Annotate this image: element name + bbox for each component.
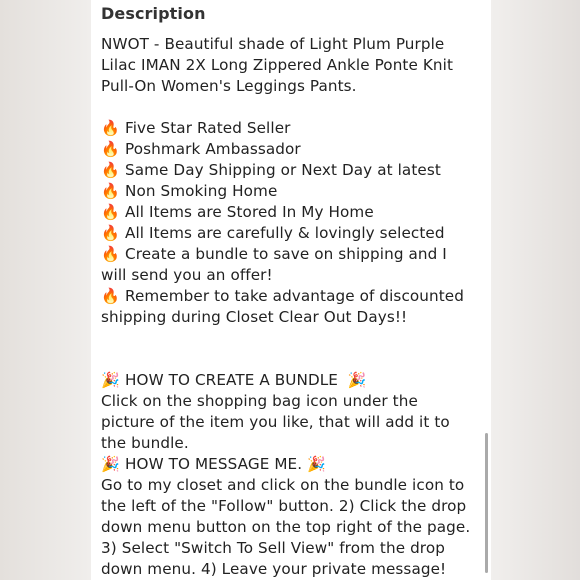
fire-icon: 🔥 bbox=[101, 224, 120, 242]
list-item-text: Create a bundle to save on shipping and I bbox=[125, 245, 447, 263]
message-text: down menu. 4) Leave your private message! bbox=[101, 560, 447, 578]
list-item bbox=[101, 223, 477, 244]
fire-icon: 🔥 bbox=[101, 140, 120, 158]
party-popper-icon: 🎉 bbox=[307, 455, 326, 473]
message-text: 3) Select "Switch To Sell View" from the drop bbox=[101, 539, 445, 557]
scrollbar[interactable] bbox=[485, 433, 488, 573]
list-item bbox=[101, 118, 477, 139]
list-item-text: Non Smoking Home bbox=[125, 182, 278, 200]
fire-icon: 🔥 bbox=[101, 203, 120, 221]
list-item bbox=[101, 244, 477, 286]
list-item-text: will send you an offer! bbox=[101, 266, 273, 284]
list-item bbox=[101, 139, 477, 160]
list-item-text: Poshmark Ambassador bbox=[125, 140, 301, 158]
intro-line: NWOT - Beautiful shade of Light Plum Purple bbox=[101, 35, 445, 53]
fire-icon: 🔥 bbox=[101, 287, 120, 305]
feature-list bbox=[101, 118, 477, 328]
bundle-text: the bundle. bbox=[101, 434, 189, 452]
description-heading: Description bbox=[101, 4, 206, 23]
fire-icon: 🔥 bbox=[101, 119, 120, 137]
description-content bbox=[101, 0, 477, 580]
party-popper-icon: 🎉 bbox=[101, 455, 120, 473]
right-backdrop bbox=[491, 0, 580, 580]
message-text: down menu button on the top right of the page. bbox=[101, 518, 471, 536]
bundle-text: Click on the shopping bag icon under the bbox=[101, 392, 418, 410]
message-text: Go to my closet and click on the bundle icon to bbox=[101, 476, 465, 494]
message-text: the left of the "Follow" button. 2) Click the drop bbox=[101, 497, 467, 515]
description-panel[interactable] bbox=[91, 0, 491, 580]
list-item bbox=[101, 202, 477, 223]
fire-icon: 🔥 bbox=[101, 161, 120, 179]
list-item bbox=[101, 160, 477, 181]
intro-text bbox=[101, 34, 477, 97]
intro-line: Pull-On Women's Leggings Pants. bbox=[101, 77, 357, 95]
left-backdrop bbox=[0, 0, 91, 580]
list-item-text: Same Day Shipping or Next Day at latest bbox=[125, 161, 441, 179]
fire-icon: 🔥 bbox=[101, 182, 120, 200]
spacer bbox=[101, 349, 477, 370]
party-popper-icon: 🎉 bbox=[101, 371, 120, 389]
fire-icon: 🔥 bbox=[101, 245, 120, 263]
list-item-text: All Items are carefully & lovingly selected bbox=[125, 224, 445, 242]
message-heading-text: HOW TO MESSAGE ME. bbox=[125, 455, 303, 473]
intro-line: Lilac IMAN 2X Long Zippered Ankle Ponte Knit bbox=[101, 56, 454, 74]
list-item bbox=[101, 181, 477, 202]
list-item-text: All Items are Stored In My Home bbox=[125, 203, 374, 221]
list-item-text: Five Star Rated Seller bbox=[125, 119, 291, 137]
bundle-heading-text: HOW TO CREATE A BUNDLE bbox=[125, 371, 339, 389]
bundle-text: picture of the item you like, that will add it to bbox=[101, 413, 450, 431]
bundle-heading bbox=[101, 370, 477, 391]
message-heading bbox=[101, 454, 477, 475]
party-popper-icon: 🎉 bbox=[347, 371, 367, 389]
list-item-text: shipping during Closet Clear Out Days!! bbox=[101, 308, 408, 326]
spacer bbox=[101, 97, 477, 118]
list-item bbox=[101, 286, 477, 328]
spacer bbox=[101, 328, 477, 349]
list-item-text: Remember to take advantage of discounted bbox=[125, 287, 464, 305]
